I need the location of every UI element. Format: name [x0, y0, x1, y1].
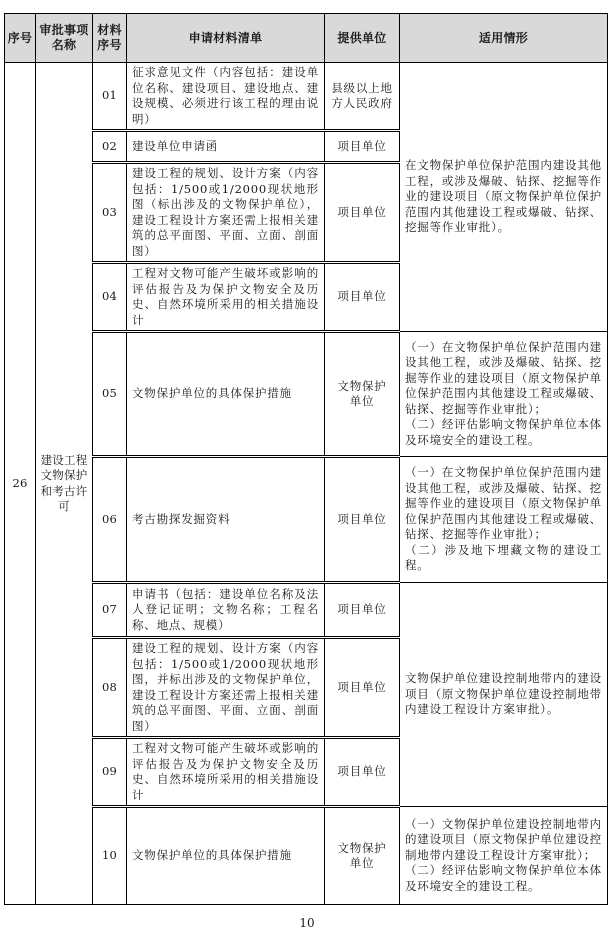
- situation-text: 文物保护单位建设控制地带内的建设项目（原文物保护单位建设控制地带内建设工程设计方案审批）。: [405, 671, 602, 717]
- table-row: [5, 332, 608, 457]
- situation-cell: [400, 63, 608, 332]
- table-row: [5, 807, 608, 905]
- situation-text: 在文物保护单位保护范围内建设其他工程，或涉及爆破、钻探、挖掘等作业的建设项目（原文物保护单位保护范围内其他建设工程或爆破、钻探、挖掘等作业审批）。: [405, 158, 602, 235]
- table-row: [5, 583, 608, 638]
- situation-cell: [400, 457, 608, 583]
- material-desc: 征求意见文件（内容包括：建设单位名称、建设项目、建设地点、建设规模、必须进行该工程的理由说明）: [127, 63, 325, 131]
- material-no: 02: [93, 131, 127, 163]
- material-desc: 考古勘探发掘资料: [127, 457, 325, 583]
- situation-text: （二）经评估影响文物保护单位本体及环境安全的建设工程。: [405, 863, 602, 893]
- material-no: 07: [93, 583, 127, 638]
- header-provider: 提供单位: [325, 14, 400, 63]
- situation-cell: [400, 332, 608, 457]
- header-seq: 序号: [5, 14, 36, 63]
- material-desc: 文物保护单位的具体保护措施: [127, 807, 325, 905]
- material-no: 01: [93, 63, 127, 131]
- provider: 项目单位: [325, 163, 400, 263]
- provider: 项目单位: [325, 263, 400, 332]
- document-page: [4, 13, 607, 905]
- item-name: 建设工程文物保护和考古许可: [36, 63, 93, 905]
- header-material-no: 材料序号: [93, 14, 127, 63]
- page-number: 10: [299, 916, 315, 930]
- situation-text: （二）经评估影响文物保护单位本体及环境安全的建设工程。: [405, 417, 602, 447]
- material-desc: 建设工程的规划、设计方案（内容包括：1/500或1/2000现状地形图（标出涉及的文物保护单位），建设工程设计方案还需上报相关建筑的总平面图、平面、立面、剖面图）: [127, 163, 325, 263]
- provider: [325, 807, 400, 905]
- material-desc: 申请书（包括：建设单位名称及法人登记证明；文物名称；工程名称、地点、规模）: [127, 583, 325, 638]
- material-desc: 工程对文物可能产生破坏或影响的评估报告及为保护文物安全及历史、自然环境所采用的相关措施设计: [127, 738, 325, 807]
- provider: 项目单位: [325, 738, 400, 807]
- material-no: 06: [93, 457, 127, 583]
- provider-text: 文物保护单位: [337, 840, 387, 870]
- material-desc: 建设单位申请函: [127, 131, 325, 163]
- provider: 县级以上地方人民政府: [325, 63, 400, 131]
- situation-text: （二）涉及地下埋藏文物的建设工程。: [405, 542, 602, 573]
- material-desc: 文物保护单位的具体保护措施: [127, 332, 325, 457]
- material-table: [4, 13, 608, 905]
- situation-text: （一）在文物保护单位保护范围内建设其他工程，或涉及爆破、钻探、挖掘等作业的建设项目（原文物保护单位保护范围内其他建设工程或爆破、钻探、挖掘等作业审批）；: [405, 339, 602, 416]
- situation-cell: [400, 583, 608, 807]
- material-no: 08: [93, 638, 127, 738]
- provider: 项目单位: [325, 131, 400, 163]
- provider: [325, 332, 400, 457]
- situation-text: （一）在文物保护单位保护范围内建设其他工程，或涉及爆破、钻探、挖掘等作业的建设项目（原文物保护单位保护范围内其他建设工程或爆破、钻探、挖掘等作业审批）；: [405, 465, 602, 542]
- provider: 项目单位: [325, 583, 400, 638]
- item-seq: 26: [5, 63, 36, 905]
- material-desc: 工程对文物可能产生破坏或影响的评估报告及为保护文物安全及历史、自然环境所采用的相关措施设计: [127, 263, 325, 332]
- material-desc: 建设工程的规划、设计方案（内容包括：1/500或1/2000现状地形图，并标出涉及的文物保护单位，建设工程设计方案还需上报相关建筑的总平面图、平面、立面、剖面图）: [127, 638, 325, 738]
- material-no: 03: [93, 163, 127, 263]
- header-item-name: 审批事项名称: [36, 14, 93, 63]
- header-material-list: 申请材料清单: [127, 14, 325, 63]
- material-no: 05: [93, 332, 127, 457]
- header-row: [5, 14, 608, 63]
- situation-cell: [400, 807, 608, 905]
- material-no: 09: [93, 738, 127, 807]
- table-row: [5, 457, 608, 583]
- provider: 项目单位: [325, 638, 400, 738]
- provider: 项目单位: [325, 457, 400, 583]
- table-row: [5, 63, 608, 131]
- header-situation: 适用情形: [400, 14, 608, 63]
- material-no: 10: [93, 807, 127, 905]
- provider-text: 文物保护单位: [337, 378, 387, 408]
- material-no: 04: [93, 263, 127, 332]
- situation-text: （一）文物保护单位建设控制地带内的建设项目（原文物保护单位建设控制地带内建设工程设计方案审批）；: [405, 816, 602, 862]
